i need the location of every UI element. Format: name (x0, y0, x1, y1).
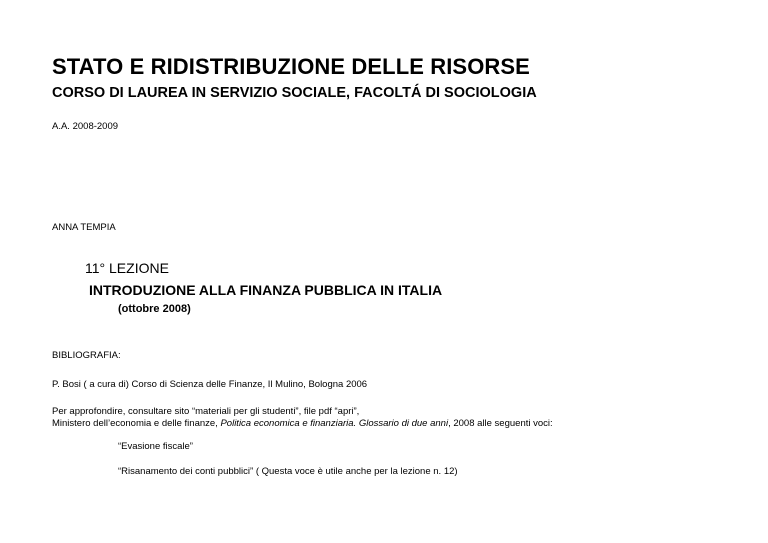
lesson-number: 11° LEZIONE (85, 260, 169, 276)
document-title: STATO E RIDISTRIBUZIONE DELLE RISORSE (52, 54, 530, 79)
lesson-date: (ottobre 2008) (118, 303, 191, 315)
bibliography-heading: BIBLIOGRAFIA: (52, 350, 121, 361)
glossary-entry: “Evasione fiscale” (118, 441, 193, 452)
lesson-title: INTRODUZIONE ALLA FINANZA PUBBLICA IN ITALIA (89, 282, 443, 298)
reference-text: , 2008 alle seguenti voci: (448, 418, 553, 429)
author-name: ANNA TEMPIA (52, 222, 116, 233)
bibliography-reference-line: Per approfondire, consultare sito “materiali per gli studenti”, file pdf “apri”, (52, 406, 360, 417)
reference-italic-title: Politica economica e finanziaria. Glossario di due anni (220, 418, 449, 429)
academic-year: A.A. 2008-2009 (52, 121, 119, 132)
bibliography-reference: P. Bosi ( a cura di) Corso di Scienza delle Finanze, Il Mulino, Bologna 2006 (52, 379, 368, 390)
bibliography-reference-line (52, 418, 553, 429)
reference-text: Ministero dell’economia e delle finanze, (52, 418, 221, 429)
document-subtitle: CORSO DI LAUREA IN SERVIZIO SOCIALE, FACOLTÁ DI SOCIOLOGIA (52, 85, 537, 101)
glossary-entry: “Risanamento dei conti pubblici” ( Questa voce è utile anche per la lezione n. 12) (118, 466, 458, 477)
